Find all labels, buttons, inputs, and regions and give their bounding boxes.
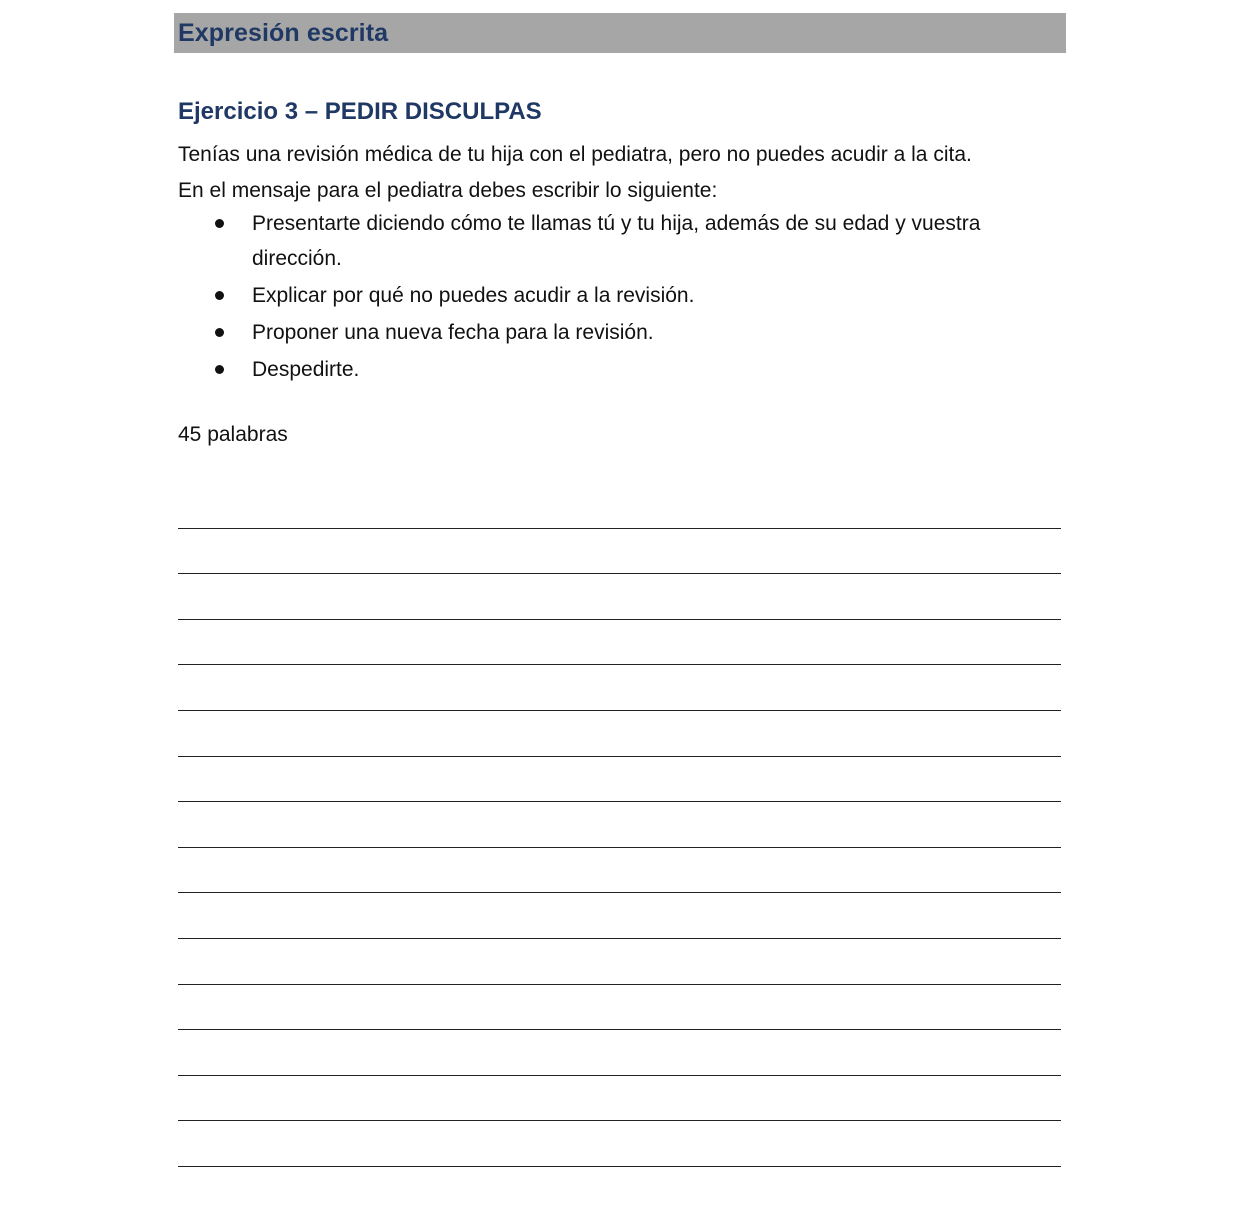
bullet-icon xyxy=(215,219,224,228)
task-text: Proponer una nueva fecha para la revisión. xyxy=(252,321,654,344)
answer-line[interactable] xyxy=(178,985,1061,1031)
bullet-icon xyxy=(215,291,224,300)
answer-line[interactable] xyxy=(178,848,1061,894)
task-item xyxy=(178,352,1058,387)
answer-line[interactable] xyxy=(178,665,1061,711)
exercise-title: Ejercicio 3 – PEDIR DISCULPAS xyxy=(178,98,542,125)
bullet-icon xyxy=(215,328,224,337)
section-header xyxy=(174,13,1066,53)
answer-line[interactable] xyxy=(178,620,1061,666)
answer-lines[interactable] xyxy=(178,483,1061,1167)
answer-line[interactable] xyxy=(178,483,1061,529)
task-item xyxy=(178,278,1058,313)
instruction-line: En el mensaje para el pediatra debes escribir lo siguiente: xyxy=(178,179,718,202)
word-count: 45 palabras xyxy=(178,423,288,446)
task-item xyxy=(178,315,1058,350)
answer-line[interactable] xyxy=(178,1030,1061,1076)
answer-line[interactable] xyxy=(178,939,1061,985)
section-title: Expresión escrita xyxy=(178,18,389,47)
answer-line[interactable] xyxy=(178,1121,1061,1167)
answer-line[interactable] xyxy=(178,757,1061,803)
answer-line[interactable] xyxy=(178,1076,1061,1122)
task-text: Presentarte diciendo cómo te llamas tú y tu hija, además de su edad y vuestra dirección. xyxy=(252,212,981,270)
task-list xyxy=(178,206,1058,389)
answer-line[interactable] xyxy=(178,529,1061,575)
exercise-instructions xyxy=(178,137,1058,209)
task-text: Explicar por qué no puedes acudir a la revisión. xyxy=(252,284,695,307)
answer-line[interactable] xyxy=(178,574,1061,620)
bullet-icon xyxy=(215,365,224,374)
task-text: Despedirte. xyxy=(252,358,360,381)
answer-line[interactable] xyxy=(178,893,1061,939)
instruction-line: Tenías una revisión médica de tu hija con el pediatra, pero no puedes acudir a la cita. xyxy=(178,143,972,166)
answer-line[interactable] xyxy=(178,711,1061,757)
answer-line[interactable] xyxy=(178,802,1061,848)
task-item xyxy=(178,206,1058,276)
